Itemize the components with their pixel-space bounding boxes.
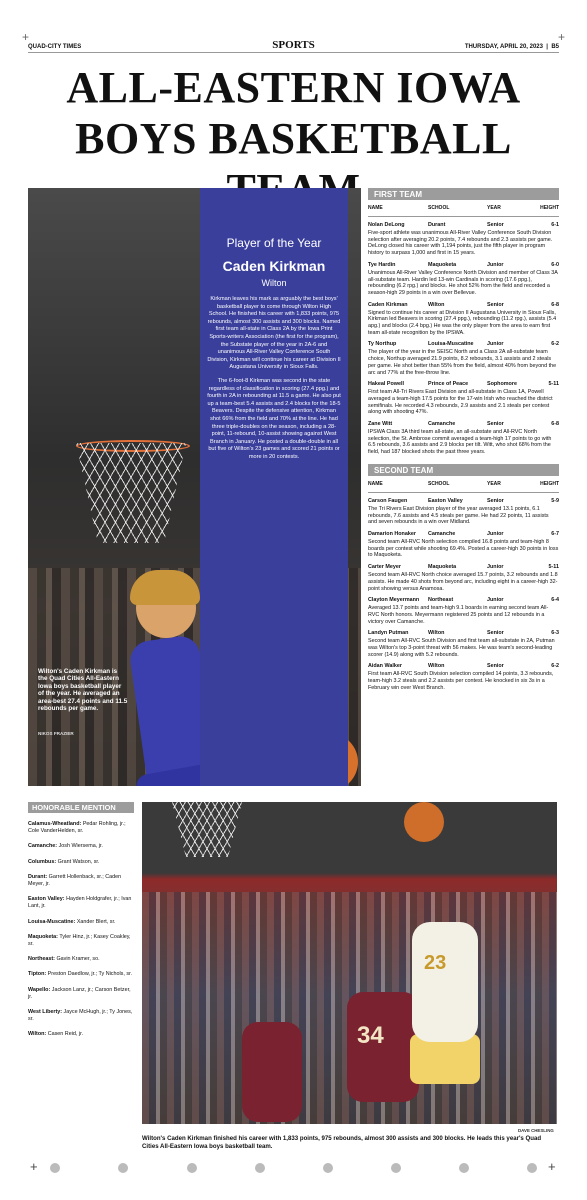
hm-players: Jackson Lanz, jr.; Carson Betzer, jr. bbox=[28, 986, 131, 1000]
player-description: Signed to continue his career at Division II Augustana University in Sioux Falls, Kirkman led Beavers in scoring (27.4 ppg.), rebounding (11.2 rpg.), assists (5.4 apg.) and blocks (2.4 bpg.) He was the only player from the area to earn first team all-state recognition by the IPSWA. bbox=[368, 309, 557, 336]
player-year: Senior bbox=[487, 630, 504, 637]
player-height: 6-1 bbox=[551, 222, 559, 228]
hm-school: Camanche: bbox=[28, 843, 58, 850]
player-height: 6-0 bbox=[551, 261, 559, 268]
player-entry bbox=[368, 663, 559, 691]
hm-school: Louisa-Muscatine: bbox=[28, 918, 76, 925]
registration-mark-icon: + bbox=[557, 30, 565, 44]
player-height: 5-9 bbox=[551, 497, 559, 504]
player-description: The Tri Rivers East Division player of the year averaged 13.1 points, 6.1 rebounds, 7.6 assists and 4.5 steals per game. He had 22 points, 11 assists and seven rebounds in a win over Midland. bbox=[368, 505, 549, 526]
player-height: 6-3 bbox=[551, 630, 559, 637]
player-entry bbox=[368, 564, 559, 592]
col-name: NAME bbox=[368, 480, 383, 487]
publication-name: QUAD-CITY TIMES bbox=[28, 44, 82, 50]
poy-name: Caden Kirkman bbox=[222, 258, 326, 274]
action-photo-credit: DAVE CHESLING bbox=[518, 1128, 554, 1133]
registration-mark-icon: + bbox=[22, 30, 30, 44]
player-entry bbox=[368, 262, 559, 297]
player-year: Junior bbox=[487, 341, 504, 348]
honorable-mention-item bbox=[28, 1009, 134, 1023]
action-photo bbox=[142, 802, 557, 1124]
col-height: HEIGHT bbox=[540, 205, 559, 211]
color-dot-icon bbox=[323, 1163, 333, 1173]
hm-players: Casen Reid, jr. bbox=[47, 1031, 84, 1038]
player-year: Junior bbox=[487, 597, 504, 604]
player-row bbox=[368, 222, 559, 230]
player-row bbox=[368, 262, 559, 270]
honorable-mention-item bbox=[28, 874, 134, 888]
player-row bbox=[368, 302, 559, 310]
player-row bbox=[368, 564, 559, 572]
player-row bbox=[368, 341, 559, 349]
hm-school: Wapello: bbox=[28, 986, 51, 993]
honorable-mention-item bbox=[28, 919, 134, 926]
hm-players: Jayce McHugh, jr.; Ty Jones, sr. bbox=[28, 1009, 133, 1023]
honorable-mention-item bbox=[28, 1031, 134, 1038]
poy-title: Player of the Year bbox=[226, 236, 322, 250]
honorable-mention-item bbox=[28, 956, 134, 963]
hm-players: Preston Daedlow, jr.; Ty Nichols, sr. bbox=[47, 971, 133, 978]
poy-paragraph: Kirkman leaves his mark as arguably the best boys' basketball player to come through Wilton High School. He finished his career with 1,833 points, 975 rebounds, almost 300 assists and 300 blocks. Named first team all-state in Class 2A by the Iowa Print Sports-writers Association (the first for the program), the Substate player of the year in 2A-6 and unanimous All-River Valley Conference South Division, Kirkman will continue his career at Division II Augustana University in Sioux Falls. bbox=[207, 296, 341, 371]
player-height: 6-2 bbox=[551, 341, 559, 348]
player-row bbox=[368, 531, 559, 539]
player-description: Unanimous All-River Valley Conference North Division and member of Class 3A all-substate team. Hardin led 13-win Cardinals in scoring (17.6 ppg.), rebounding (6.2 rpg.) and blocks. He shot 52% from the field and recorded a season-high 29 points in a win over Bellevue. bbox=[368, 269, 558, 296]
player-school: Wilton bbox=[428, 301, 445, 308]
honorable-mention-item bbox=[28, 971, 134, 978]
player-row bbox=[368, 597, 559, 605]
player-entry bbox=[368, 341, 559, 376]
poy-paragraph: The 6-foot-8 Kirkman was second in the state regardless of classification in scoring (27.4 ppg.) and fourth in 2A in rebounding at 11.5 a game. He also put up a team-best 5.4 assists and 2.4 blocks for the 18-5 Beavers. Despite the defensive attention, Kirkman shot 66% from the field and 70% at the line. He had three triple-doubles on the season, including a 28-point, 11-rebound, 10-assist showing against West Branch in January. He posted a double-double in all but five of Wilton's 23 games and scored 21 points or more in 20 contests. bbox=[207, 377, 341, 460]
player-description: Second team All-RVC North choice averaged 15.7 points, 3.2 rebounds and 1.8 assists. He made 40 shots from beyond arc, including eight in a career-high 32-point showing versus Anamosa. bbox=[368, 572, 558, 592]
headline-line-2: BOYS BASKETBALL bbox=[75, 114, 512, 163]
hm-school: Calamus-Wheatland: bbox=[28, 821, 82, 827]
defender-number: 34 bbox=[357, 1022, 384, 1049]
honorable-mention-item bbox=[28, 821, 134, 835]
player-row bbox=[368, 381, 559, 389]
column-headers bbox=[368, 205, 559, 216]
hm-school: Wilton: bbox=[28, 1031, 47, 1038]
first-team-header: FIRST TEAM bbox=[368, 188, 559, 200]
shooter-jersey bbox=[412, 922, 478, 1042]
masthead-bar bbox=[22, 30, 565, 51]
honorable-mention-item bbox=[28, 843, 134, 850]
teams-column bbox=[368, 188, 559, 692]
col-height: HEIGHT bbox=[540, 480, 559, 487]
col-school: SCHOOL bbox=[428, 205, 450, 211]
hm-school: Maquoketa: bbox=[28, 933, 58, 940]
player-name: Clayton Meyermann bbox=[368, 597, 420, 604]
player-name: Caden Kirkman bbox=[368, 301, 408, 308]
player-height: 6-2 bbox=[551, 663, 559, 670]
hm-players: Garrett Hollenback, sr.; Caden Meyer, jr. bbox=[28, 873, 122, 888]
col-name: NAME bbox=[368, 205, 383, 211]
player-name: Carter Meyer bbox=[368, 564, 401, 571]
hm-players: Josh Wiersema, jr. bbox=[58, 843, 103, 850]
section-name: SPORTS bbox=[272, 39, 315, 51]
player-year: Senior bbox=[487, 497, 504, 504]
player-school: Wilton bbox=[428, 630, 445, 637]
col-year: YEAR bbox=[487, 205, 501, 211]
color-dot-icon bbox=[391, 1163, 401, 1173]
player-row bbox=[368, 498, 559, 506]
player-entry bbox=[368, 630, 559, 658]
col-school: SCHOOL bbox=[428, 480, 450, 487]
registration-mark-icon: + bbox=[30, 1159, 38, 1174]
player-height: 6-8 bbox=[551, 301, 559, 308]
hm-players: Hayden Holdgrafer, jr.; Ivan Lant, jr. bbox=[28, 896, 132, 910]
player-name: Nolan DeLong bbox=[368, 222, 405, 228]
player-entry bbox=[368, 421, 559, 456]
hm-players: Grant Watson, sr. bbox=[57, 858, 100, 865]
player-entry bbox=[368, 381, 559, 416]
player-description: Second team All-RVC North selection compiled 16.8 points and team-high 8 boards per contest while shooting 69.4%. Posted a career-high 30 points in loss to Maquoketa. bbox=[368, 538, 559, 559]
feature-photo-credit: NIKOS FRAZIER bbox=[38, 731, 74, 736]
defender-jersey bbox=[242, 1022, 302, 1122]
issue-date: THURSDAY, APRIL 20, 2023 | B5 bbox=[464, 44, 559, 50]
player-description: First team All-RVC South Division selection compiled 14 points, 3.3 rebounds, team-high 3.2 steals and 2.2 assists per contest. He knocked in six 3s in a February win over West Branch. bbox=[368, 671, 554, 691]
honorable-mention-item bbox=[28, 859, 134, 866]
player-name: Ty Northup bbox=[368, 341, 397, 348]
player-height: 6-7 bbox=[551, 530, 559, 537]
color-dot-icon bbox=[118, 1163, 128, 1173]
column-headers bbox=[368, 481, 559, 492]
player-height: 5-11 bbox=[548, 381, 559, 388]
player-description: First team All-Tri Rivers East Division and all-substate in Class 1A, Powell averaged a team-high 17.5 points for the 17-win Irish who reached the district semifinals. He recorded 4.3 rebounds, 2.9 assists and 2.1 steals per contest along with shooting 47%. bbox=[368, 389, 553, 416]
player-height: 5-11 bbox=[548, 564, 559, 571]
shooter-number: 23 bbox=[424, 952, 447, 974]
player-row bbox=[368, 663, 559, 671]
player-name: Zane Witt bbox=[368, 421, 393, 428]
honorable-mention-item bbox=[28, 987, 134, 1001]
action-photo-caption: Wilton's Caden Kirkman finished his career with 1,833 points, 975 rebounds, almost 300 assists and 300 blocks. He leads this year's Quad Cities All-Eastern Iowa boys basketball team. bbox=[142, 1135, 542, 1151]
player-height: 6-4 bbox=[551, 597, 559, 604]
player-year: Senior bbox=[487, 663, 504, 670]
player-row bbox=[368, 630, 559, 638]
player-school: Easton Valley bbox=[428, 497, 463, 504]
player-entry bbox=[368, 531, 559, 559]
player-school: Northeast bbox=[428, 597, 454, 604]
color-dot-icon bbox=[50, 1163, 60, 1173]
hm-school: Easton Valley: bbox=[28, 896, 65, 903]
color-dot-icon bbox=[187, 1163, 197, 1173]
player-year: Sophomore bbox=[487, 381, 517, 388]
hm-school: Northeast: bbox=[28, 956, 55, 963]
hm-players: Xander Blert, sr. bbox=[76, 918, 116, 925]
honorable-mention-header: HONORABLE MENTION bbox=[28, 802, 134, 813]
player-year: Senior bbox=[487, 421, 504, 428]
print-marks bbox=[0, 1158, 587, 1178]
color-dot-icon bbox=[255, 1163, 265, 1173]
second-team-list bbox=[368, 498, 559, 692]
hoop-net bbox=[172, 802, 242, 857]
page-number: B5 bbox=[551, 44, 559, 50]
player-row bbox=[368, 421, 559, 429]
color-dot-icon bbox=[459, 1163, 469, 1173]
color-dot-icon bbox=[527, 1163, 537, 1173]
basketball-icon bbox=[404, 802, 444, 842]
player-year: Junior bbox=[487, 530, 504, 537]
player-description: Second team All-RVC South Division and first team all-substate in 2A, Putman was Wilton's top 3-point threat with 56 makes. He was team's second-leading scorer (14.9) along with 5.2 rebounds. bbox=[368, 638, 555, 658]
player-name: Aidan Walker bbox=[368, 663, 402, 670]
player-school: Maquoketa bbox=[428, 261, 457, 268]
player-school: Durant bbox=[428, 222, 446, 228]
player-school: Prince of Peace bbox=[428, 381, 469, 388]
player-hair bbox=[130, 570, 200, 605]
first-team-list bbox=[368, 222, 559, 456]
player-name: Landyn Putman bbox=[368, 630, 409, 637]
player-description: Averaged 13.7 points and team-high 9.1 boards in earning second team All-RVC North honors. Meyermann registered 25 points and 12 rebounds in a victory over Camanche. bbox=[368, 605, 549, 625]
player-year: Senior bbox=[487, 301, 504, 308]
player-school: Wilton bbox=[428, 663, 445, 670]
hoop-net bbox=[76, 443, 186, 543]
player-year: Junior bbox=[487, 564, 504, 571]
poy-school: Wilton bbox=[261, 278, 287, 288]
poy-body bbox=[207, 296, 341, 467]
player-name: Tye Hardin bbox=[368, 261, 396, 268]
hm-school: West Liberty: bbox=[28, 1009, 63, 1016]
player-name: Damarion Honaker bbox=[368, 530, 416, 537]
player-description: Five-sport athlete was unanimous All-River Valley Conference South Division selection after averaging 20.2 points, 7.4 rebounds and 2.3 assists per game. DeLong closed his career with 1,194 points, just the fifth player in program history to surpass 1,000 and first in 15 years. bbox=[368, 230, 553, 257]
divider bbox=[368, 216, 559, 217]
player-year: Junior bbox=[487, 261, 504, 268]
honorable-mention-item bbox=[28, 934, 134, 948]
player-entry bbox=[368, 302, 559, 337]
col-year: YEAR bbox=[487, 480, 501, 487]
player-year: Senior bbox=[487, 222, 504, 228]
player-of-year-panel bbox=[200, 188, 348, 786]
hm-school: Columbus: bbox=[28, 858, 57, 865]
player-entry bbox=[368, 498, 559, 526]
registration-mark-icon: + bbox=[548, 1159, 556, 1174]
hm-players: Pedar Rohling, jr.; Cole VanderHelden, sr. bbox=[28, 821, 126, 835]
second-team-header: SECOND TEAM bbox=[368, 464, 559, 476]
player-entry bbox=[368, 222, 559, 257]
player-school: Camanche bbox=[428, 530, 456, 537]
headline-line-1: ALL-EASTERN IOWA bbox=[66, 63, 521, 112]
honorable-mention-list bbox=[28, 821, 134, 1039]
honorable-mention bbox=[28, 802, 134, 1039]
hm-school: Tipton: bbox=[28, 971, 47, 978]
player-name: Carson Faugen bbox=[368, 497, 408, 504]
player-description: IPSWA Class 3A third team all-state, an all-substate and All-RVC North selection, the St. Ambrose commit averaged a team-high 17 points to go with 6.5 rebounds, 3.6 assists and 2.9 blocks per tilt. Witt, who shot 68% from the field, had 187 blocked shots the past three years. bbox=[368, 429, 552, 456]
header-rule bbox=[28, 52, 559, 53]
player-entry bbox=[368, 597, 559, 625]
hm-players: Tyler Hinz, jr.; Kasey Coakley, sr. bbox=[28, 933, 131, 948]
player-name: Hakeal Powell bbox=[368, 381, 404, 388]
hm-players: Gavin Kramer, so. bbox=[56, 956, 100, 963]
player-description: The player of the year in the SEISC North and a Class 2A all-substate team choice, Northup averaged 21.9 points, 8.2 rebounds, 3.1 assists and 2 steals per game. He shot better than 55% from the field, almost 40% from beyond the arc and 77% at the free-throw line. bbox=[368, 349, 557, 376]
feature-photo-caption: Wilton's Caden Kirkman is the Quad Cities All-Eastern Iowa boys basketball player of the year. He averaged an area-best 27.4 points and 11.5 rebounds per game. bbox=[38, 668, 128, 713]
player-school: Louisa-Muscatine bbox=[428, 341, 474, 348]
player-school: Camanche bbox=[428, 421, 456, 428]
divider bbox=[368, 492, 559, 493]
player-height: 6-8 bbox=[551, 421, 559, 428]
hm-school: Durant: bbox=[28, 873, 48, 880]
honorable-mention-item bbox=[28, 896, 134, 910]
player-school: Maquoketa bbox=[428, 564, 457, 571]
